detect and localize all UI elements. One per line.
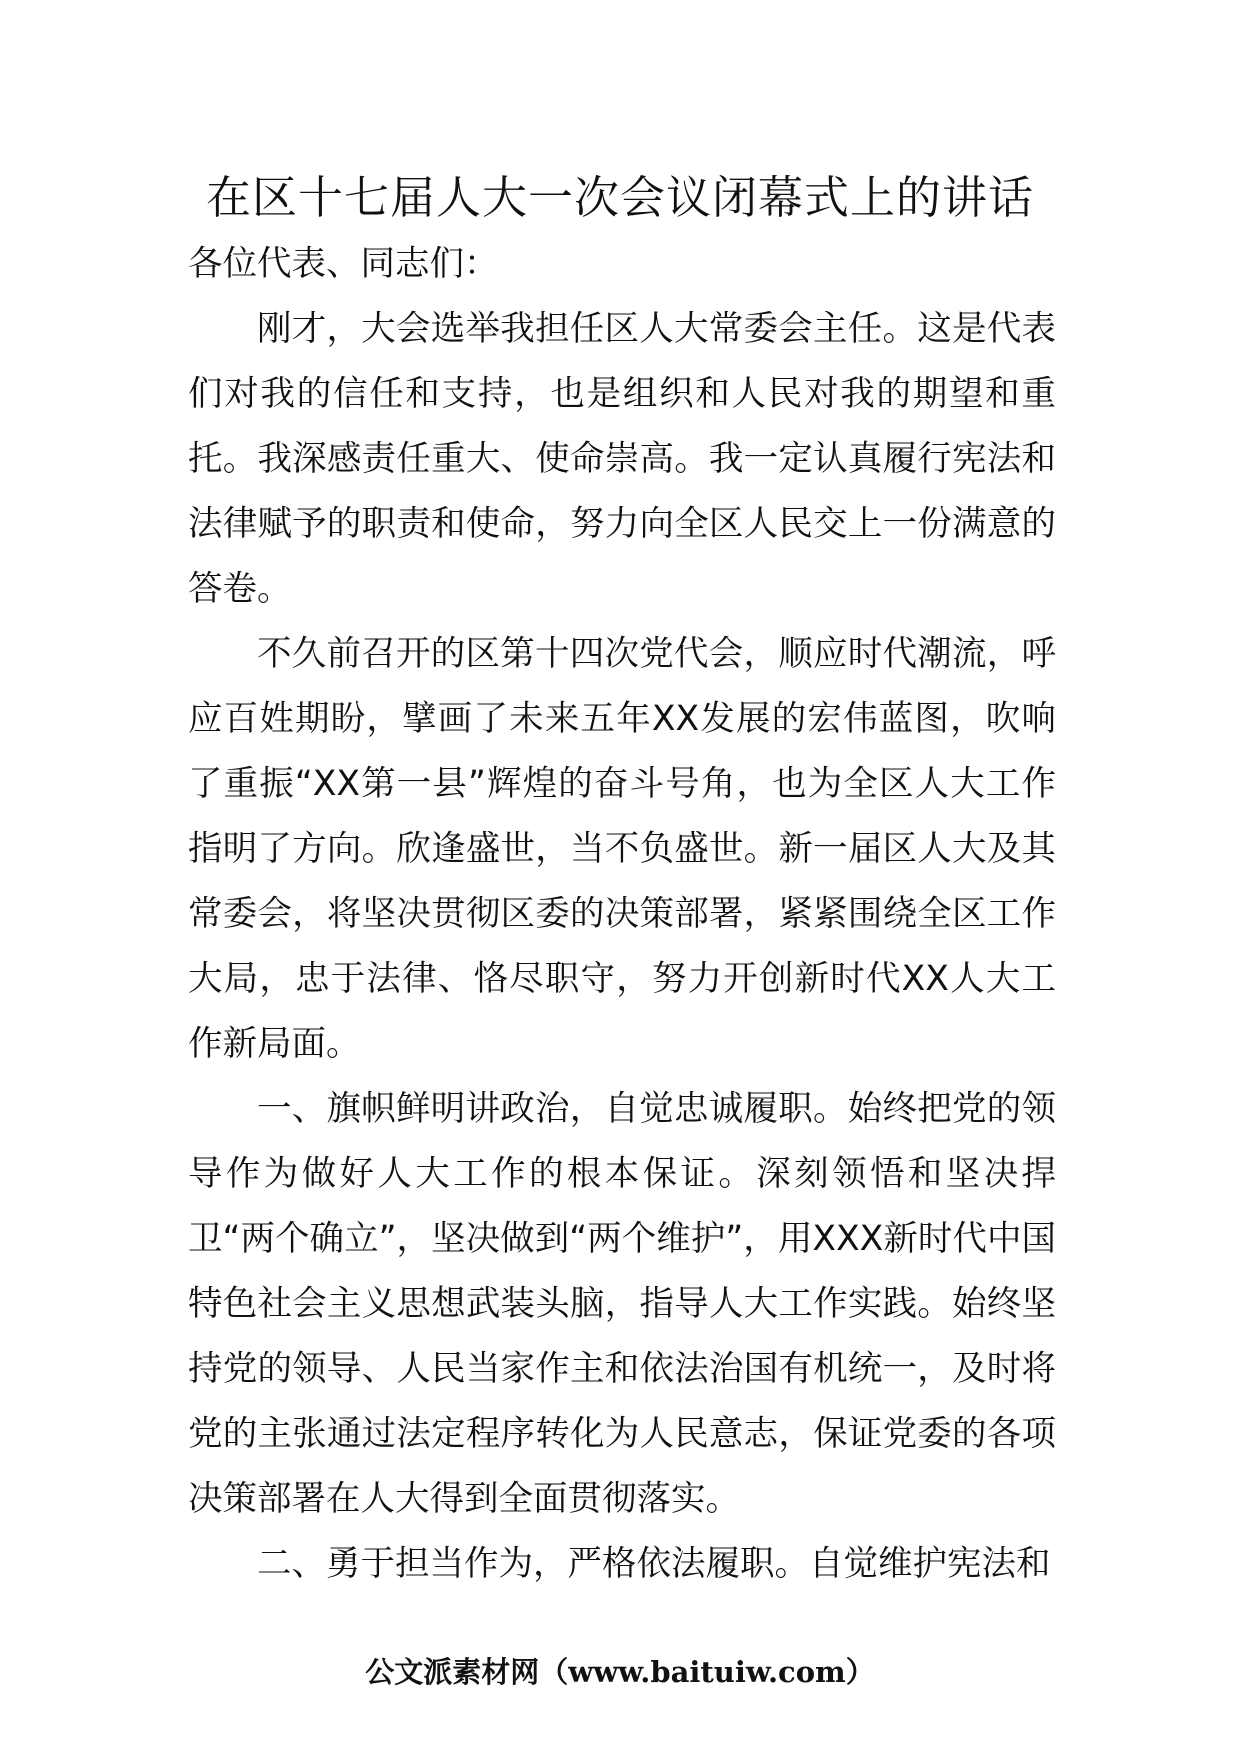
- paragraph-1: 刚才，大会选举我担任区人大常委会主任。这是代表们对我的信任和支持，也是组织和人民对我的期望和重托。我深感责任重大、使命崇高。我一定认真履行宪法和法律赋予的职责和使命，努力向全区人民交上一份满意的答卷。: [188, 309, 1056, 609]
- paragraph-4: 二、勇于担当作为，严格依法履职。自觉维护宪法和: [257, 1544, 1051, 1584]
- paragraph-3: 一、旗帜鲜明讲政治，自觉忠诚履职。始终把党的领导作为做好人大工作的根本保证。深刻领悟和坚决捍卫“两个确立”，坚决做到“两个维护”，用XXX新时代中国特色社会主义思想武装头脑，指导人大工作实践。始终坚持党的领导、人民当家作主和依法治国有机统一，及时将党的主张通过法定程序转化为人民意志，保证党委的各项决策部署在人大得到全面贯彻落实。: [188, 1089, 1056, 1519]
- page-title: 在区十七届人大一次会议闭幕式上的讲话: [205, 171, 1034, 224]
- document-body: [188, 232, 1056, 1597]
- salutation: 各位代表、同志们：: [188, 244, 499, 284]
- footer-watermark: 公文派素材网（www.baituiw.com）: [365, 1655, 875, 1689]
- paragraph-2: 不久前召开的区第十四次党代会，顺应时代潮流，呼应百姓期盼，擘画了未来五年XX发展的宏伟蓝图，吹响了重振“XX第一县”辉煌的奋斗号角，也为全区人大工作指明了方向。欣逢盛世，当不负盛世。新一届区人大及其常委会，将坚决贯彻区委的决策部署，紧紧围绕全区工作大局，忠于法律、恪尽职守，努力开创新时代XX人大工作新局面。: [188, 634, 1056, 1064]
